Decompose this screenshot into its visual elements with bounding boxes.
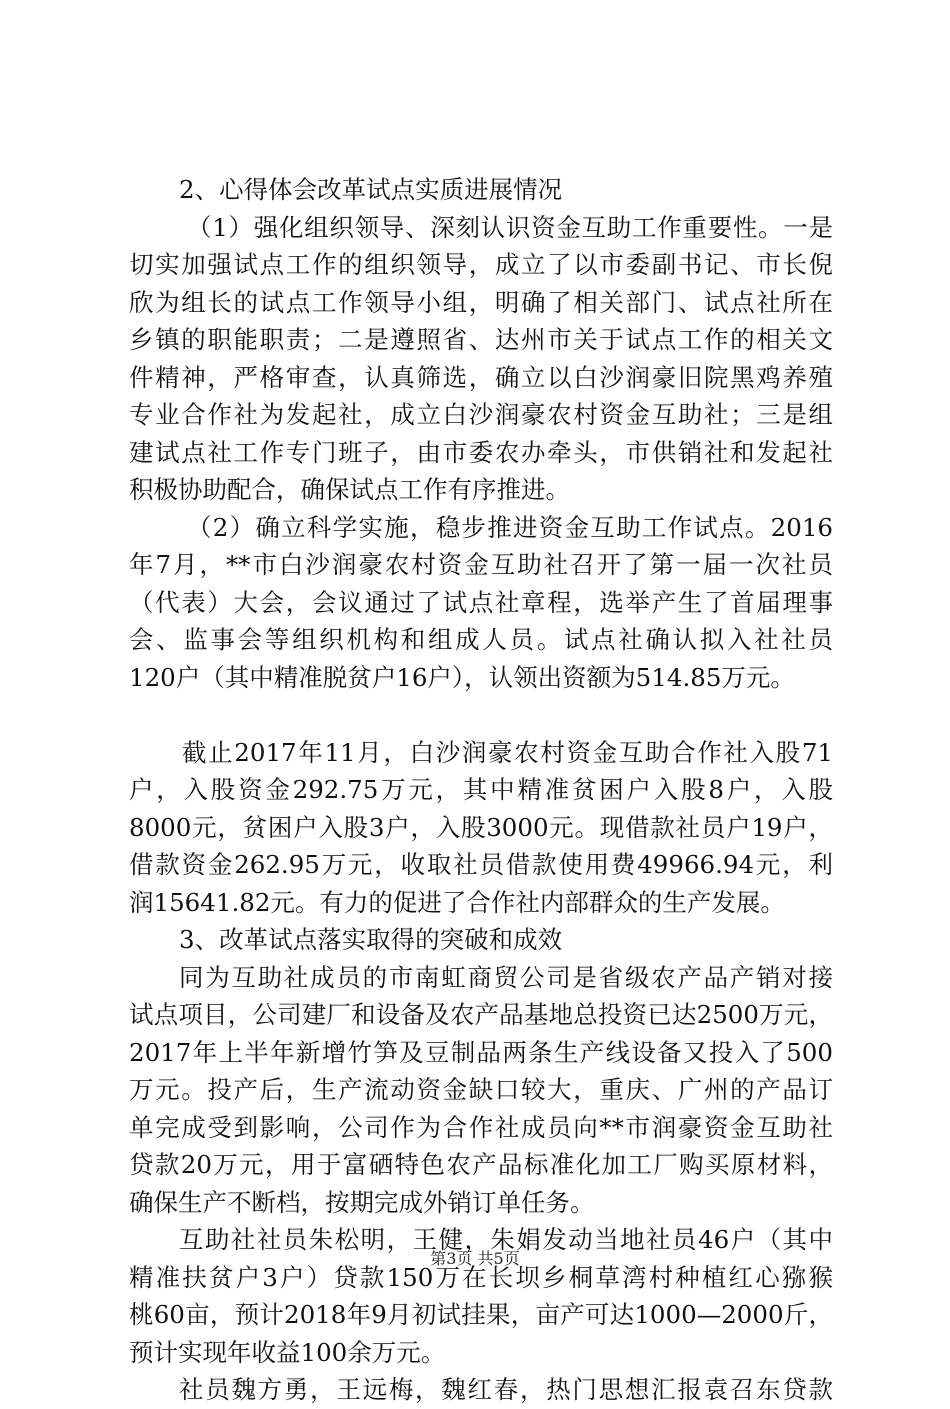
paragraph-line: 会、监事会等组织机构和组成人员。试点社确认拟入社社员: [129, 625, 833, 654]
paragraph-line: 试点项目，公司建厂和设备及农产品基地总投资已达2500万元，: [129, 1000, 833, 1029]
paragraph-line: 年7月，**市白沙润豪农村资金互助社召开了第一届一次社员: [129, 550, 833, 579]
paragraph-line: 户，入股资金292.75万元，其中精准贫困户入股8户，入股: [129, 775, 833, 804]
paragraph-line: 润15641.82元。有力的促进了合作社内部群众的生产发展。: [129, 887, 785, 917]
paragraph-line: 确保生产不断档，按期完成外销订单任务。: [129, 1187, 595, 1217]
paragraph-line: 贷款20万元，用于富硒特色农产品标准化加工厂购买原材料，: [129, 1150, 833, 1179]
paragraph-line: 120户（其中精准脱贫户16户），认领出资额为514.85万元。: [129, 662, 795, 692]
paragraph-line: 专业合作社为发起社，成立白沙润豪农村资金互助社；三是组: [129, 400, 833, 429]
paragraph-line: （1）强化组织领导、深刻认识资金互助工作重要性。一是: [187, 212, 833, 242]
paragraph-line: 建试点社工作专门班子，由市委农办牵头，市供销社和发起社: [129, 437, 833, 467]
paragraph-line: 精准扶贫户3户）贷款150万在长坝乡桐草湾村种植红心猕猴: [129, 1262, 833, 1292]
page-number-footer: 第3页 共5页: [430, 1249, 520, 1268]
paragraph-line: 互助社社员朱松明，王健，朱娟发动当地社员46户（其中: [179, 1225, 833, 1254]
paragraph-line: 积极协助配合，确保试点工作有序推进。: [129, 475, 570, 504]
paragraph-line: 借款资金262.95万元，收取社员借款使用费49966.94元，利: [129, 850, 833, 879]
paragraph-line: 2017年上半年新增竹笋及豆制品两条生产线设备又投入了500: [129, 1037, 833, 1067]
paragraph-line: 截止2017年11月，白沙润豪农村资金互助合作社入股71: [182, 737, 833, 767]
paragraph-line: 8000元，贫困户入股3户，入股3000元。现借款社员户19户，: [129, 812, 833, 842]
paragraph-line: 同为互助社成员的市南虹商贸公司是省级农产品产销对接: [179, 962, 833, 992]
paragraph-line: 件精神，严格审查，认真筛选，确立以白沙润豪旧院黑鸡养殖: [129, 362, 833, 392]
section-heading-3: 3、改革试点落实取得的突破和成效: [179, 925, 563, 954]
paragraph-line: 桃60亩，预计2018年9月初试挂果，亩产可达1000—2000斤，: [129, 1300, 833, 1329]
document-body: [129, 171, 833, 1409]
paragraph-line: 乡镇的职能职责；二是遵照省、达州市关于试点工作的相关文: [129, 325, 833, 354]
paragraph-line: （2）确立科学实施，稳步推进资金互助工作试点。2016: [187, 512, 833, 542]
paragraph-line: 单完成受到影响，公司作为合作社成员向**市润豪资金互助社: [129, 1112, 833, 1142]
paragraph-line: 预计实现年收益100余万元。: [129, 1337, 446, 1367]
paragraph-line: 切实加强试点工作的组织领导，成立了以市委副书记、市长倪: [129, 250, 833, 279]
paragraph-line: （代表）大会，会议通过了试点社章程，选举产生了首届理事: [129, 587, 833, 617]
section-heading-2: 2、心得体会改革试点实质进展情况: [179, 175, 563, 204]
paragraph-line: 欣为组长的试点工作领导小组，明确了相关部门、试点社所在: [129, 287, 833, 317]
paragraph-line: 万元。投产后，生产流动资金缺口较大，重庆、广州的产品订: [129, 1075, 833, 1104]
paragraph-line: 社员魏方勇，王远梅，魏红春，热门思想汇报袁召东贷款: [179, 1375, 833, 1404]
blank-line: [129, 696, 833, 734]
